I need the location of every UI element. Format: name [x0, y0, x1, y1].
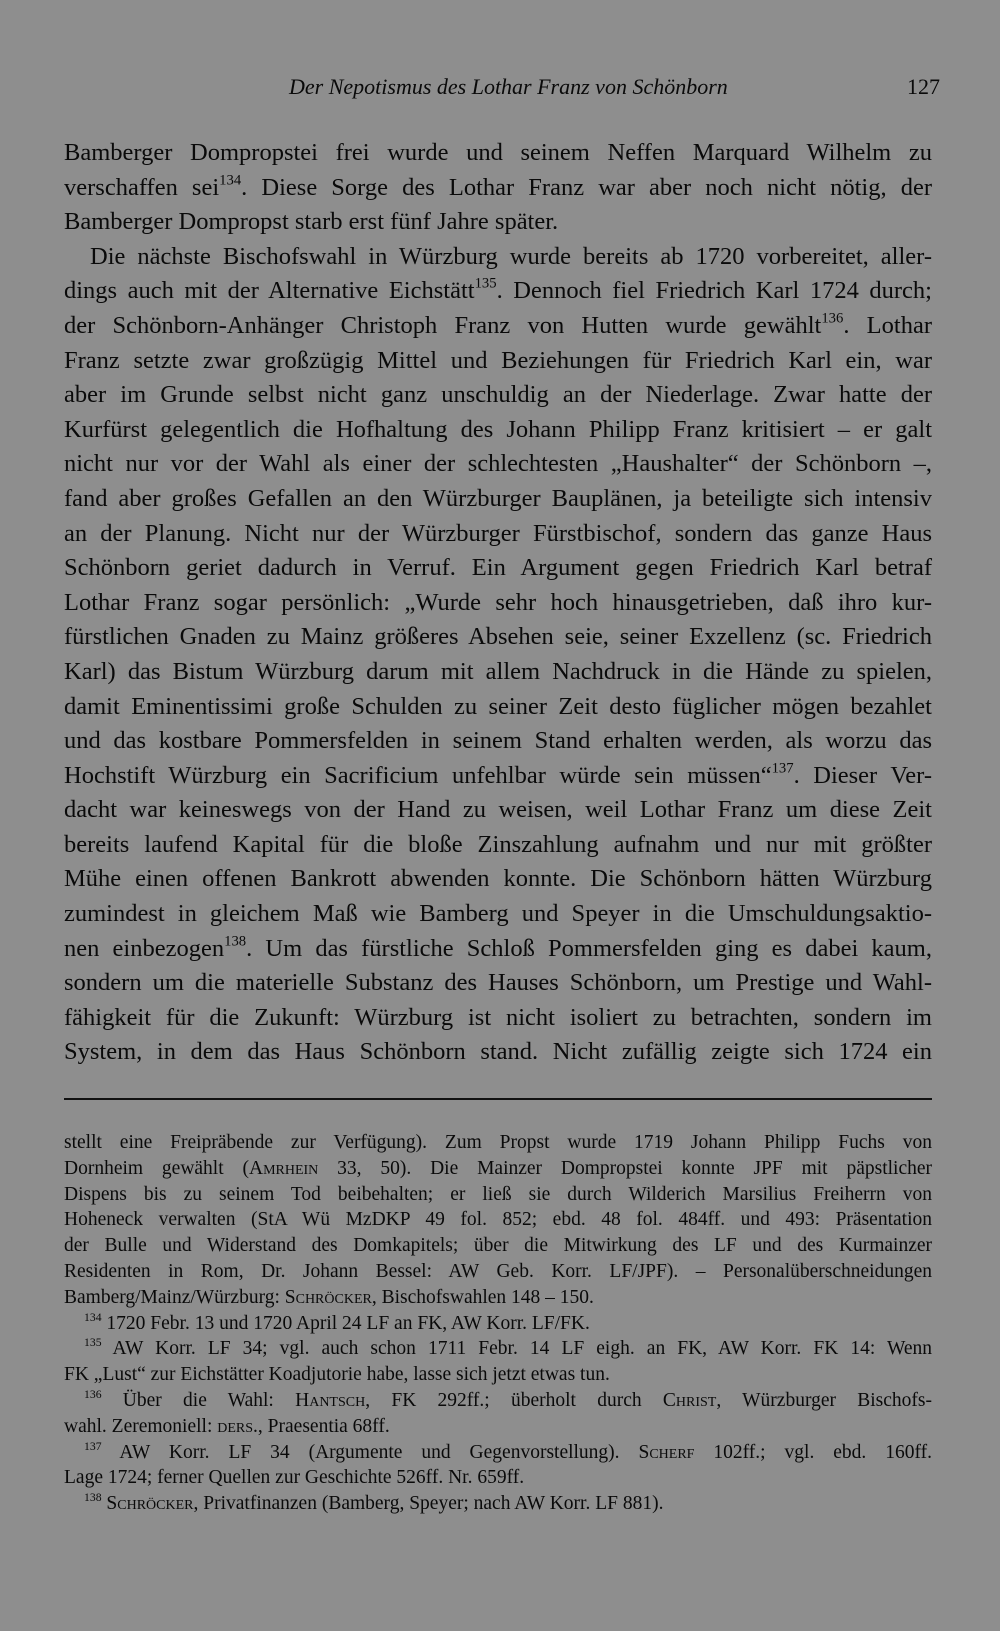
footnote-line: Lage 1724; ferner Quellen zur Geschichte 526ff. Nr. 659ff. [64, 1467, 525, 1489]
footnote-number: 136 [84, 1387, 102, 1401]
text-line: nicht nur vor der Wahl als einer der schlechtesten „Haushalter“ der Schönborn –, [64, 450, 932, 478]
text-line: fürstlichen Gnaden zu Mainz größeres Absehen seie, seiner Exzellenz (sc. Friedrich [64, 623, 932, 651]
footnote-line: Bamberg/Mainz/Würzburg: Schröcker, Bischofswahlen 148 – 150. [64, 1286, 594, 1308]
text-line: an der Planung. Nicht nur der Würzburger Fürstbischof, sondern das ganze Haus [64, 519, 932, 547]
footnote-line: FK „Lust“ zur Eichstätter Koadjutorie habe, lasse sich jetzt etwas tun. [64, 1364, 610, 1386]
text-line: Hochstift Würzburg ein Sacrificium unfehlbar würde sein müssen“$^{137}$. Dieser Ver- [64, 760, 932, 789]
text-line: Lothar Franz sogar persönlich: „Wurde sehr hoch hinausgetrieben, daß ihro kur- [64, 588, 932, 616]
footnote-138: $^{138}$ Schröcker, Privatfinanzen (Bamberg, Speyer; nach AW Korr. LF 881). [84, 1490, 664, 1515]
text-line: System, in dem das Haus Schönborn stand. Nicht zufällig zeigte sich 1724 ein [64, 1038, 932, 1066]
text-line: Schönborn geriet dadurch in Verruf. Ein Argument gegen Friedrich Karl betraf [64, 554, 932, 582]
text-line: sondern um die materielle Substanz des Hauses Schönborn, um Prestige und Wahl- [64, 969, 932, 997]
footnote-number: 137 [84, 1439, 102, 1453]
footnote-134: $^{134}$ 1720 Febr. 13 und 1720 April 24 LF an FK, AW Korr. LF/FK. [84, 1310, 590, 1334]
footnote-line: wahl. Zeremoniell: ders., Praesentia 68ff. [64, 1415, 390, 1437]
footnote-line: stellt eine Freipräbende zur Verfügung). Zum Propst wurde 1719 Johann Philipp Fuchs von [64, 1132, 932, 1153]
text-line: Bamberger Dompropst starb erst fünf Jahre später. [64, 208, 559, 236]
text-line: dacht war keineswegs von der Hand zu weisen, weil Lothar Franz um diese Zeit [64, 796, 932, 824]
running-title: Der Nepotismus des Lothar Franz von Schönborn [289, 74, 728, 99]
text-line: Karl) das Bistum Würzburg darum mit allem Nachdruck in die Hände zu spielen, [64, 657, 932, 685]
footnote-line: Dispens bis zu seinem Tod beibehalten; er ließ sie durch Wilderich Marsilius Freiherrn von [64, 1183, 932, 1205]
text-line: damit Eminentissimi große Schulden zu seiner Zeit desto füglicher mögen bezahlet [64, 692, 932, 720]
footnote-137: $^{137}$ AW Korr. LF 34 (Argumente und Gegenvorstellung). Scherf 102ff.; vgl. ebd. 160ff. [84, 1439, 932, 1463]
footnote-line: Hoheneck verwalten (StA Wü MzDKP 49 fol. 852; ebd. 48 fol. 484ff. und 493: Präsentation [64, 1209, 932, 1231]
footnote-number: 138 [84, 1490, 102, 1504]
footnote-number: 134 [84, 1310, 102, 1324]
text-line: fand aber großes Gefallen an den Würzburger Bauplänen, ja beteiligte sich intensiv [64, 484, 932, 512]
footnotes [64, 1130, 932, 1517]
footnote-ref: 136 [821, 310, 844, 327]
footnote-136: $^{136}$ Über die Wahl: Hantsch, FK 292ff.; überholt durch Christ, Würzburger Bischofs- [84, 1387, 932, 1411]
footnote-line: Residenten in Rom, Dr. Johann Bessel: AW Geb. Korr. LF/JPF). – Personalüberschneidungen [64, 1260, 932, 1282]
text-line: bereits laufend Kapital für die bloße Zinszahlung aufnahm und nur mit größter [64, 830, 932, 858]
text-line: aber im Grunde selbst nicht ganz unschuldig an der Niederlage. Zwar hatte der [64, 381, 932, 409]
footnote-ref: 135 [474, 276, 497, 293]
footnote-line: der Bulle und Widerstand des Domkapitels; über die Mitwirkung des LF und des Kurmainzer [64, 1235, 932, 1257]
text-line: fähigkeit für die Zukunft: Würzburg ist nicht isoliert zu betrachten, sondern im [64, 1003, 932, 1031]
text-line: Die nächste Bischofswahl in Würzburg wurde bereits ab 1720 vorbereitet, aller- [90, 242, 932, 270]
running-header [64, 70, 940, 110]
text-line: verschaffen sei$^{134}$. Diese Sorge des Lothar Franz war aber noch nicht nötig, der [64, 172, 932, 201]
text-line: zumindest in gleichem Maß wie Bamberg und Speyer in die Umschuldungsaktio- [64, 900, 932, 928]
footnote-ref: 134 [219, 172, 242, 189]
text-line: Franz setzte zwar großzügig Mittel und Beziehungen für Friedrich Karl ein, war [64, 346, 932, 374]
text-line: dings auch mit der Alternative Eichstätt$^{135}$. Dennoch fiel Friedrich Karl 1724 durch; [64, 276, 932, 305]
text-line: Kurfürst gelegentlich die Hofhaltung des Johann Philipp Franz kritisiert – er galt [64, 415, 932, 443]
footnote-ref: 137 [771, 760, 794, 777]
main-text [64, 136, 932, 1070]
footnote-number: 135 [84, 1336, 102, 1350]
text-line: nen einbezogen$^{138}$. Um das fürstliche Schloß Pommersfelden ging es dabei kaum, [64, 933, 932, 962]
page-number: 127 [907, 74, 940, 99]
text-line: Bamberger Dompropstei frei wurde und seinem Neffen Marquard Wilhelm zu [64, 139, 932, 166]
footnote-ref: 138 [224, 933, 247, 950]
footnote-divider [64, 1098, 932, 1100]
text-line: der Schönborn-Anhänger Christoph Franz von Hutten wurde gewählt$^{136}$. Lothar [64, 310, 932, 339]
text-line: Mühe einen offenen Bankrott abwenden konnte. Die Schönborn hätten Würzburg [64, 865, 932, 893]
footnote-135: $^{135}$ AW Korr. LF 34; vgl. auch schon 1711 Febr. 14 LF eigh. an FK, AW Korr. FK 14: Wenn [84, 1336, 932, 1360]
text-line: und das kostbare Pommersfelden in seinem Stand erhalten werden, als worzu das [64, 727, 932, 755]
footnote-line: Dornheim gewählt (Amrhein 33, 50). Die Mainzer Dompropstei konnte JPF mit päpstlicher [64, 1157, 932, 1179]
